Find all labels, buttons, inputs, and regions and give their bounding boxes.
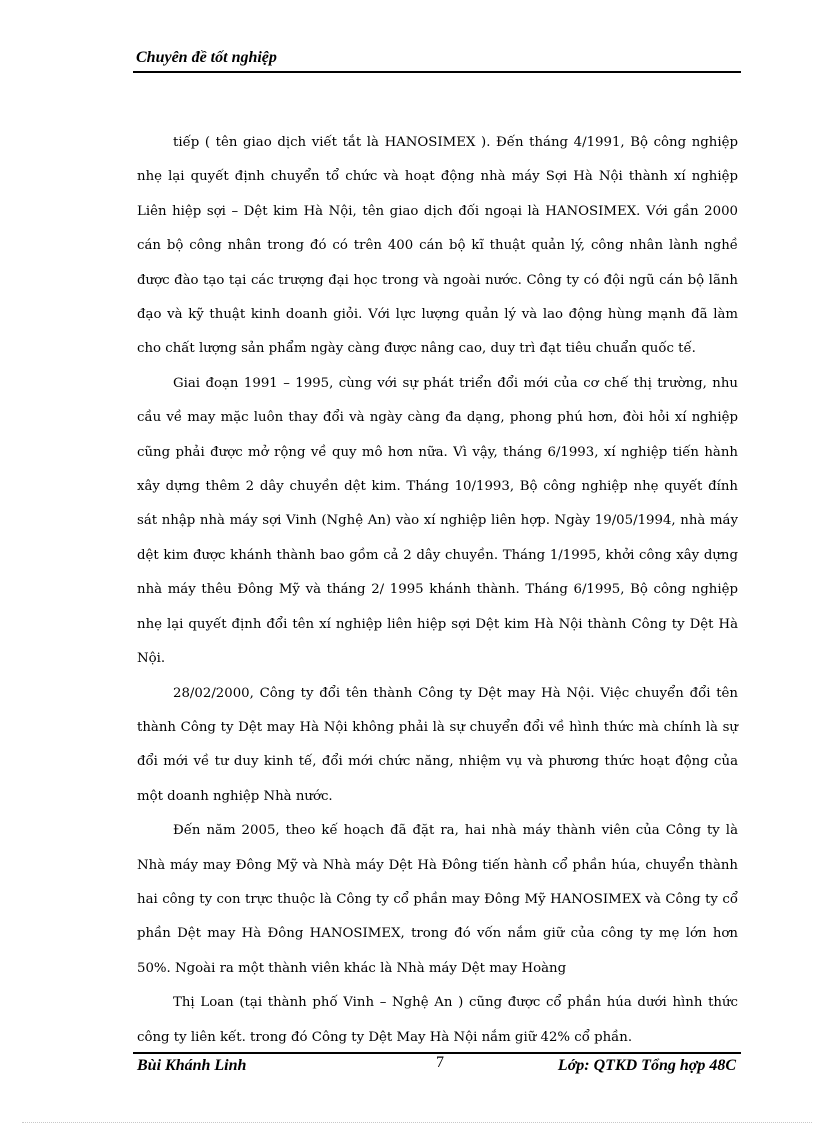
document-header-title: Chuyên đề tốt nghiệp	[136, 49, 277, 66]
footer-author: Bùi Khánh Linh	[137, 1057, 247, 1074]
paragraph: Giai đoạn 1991 – 1995, cùng với sự phát triển đổi mới của cơ chế thị trường, nhu cầu về may mặc luôn thay đổi và ngày càng đa dạng, phong phú hơn, đòi hỏi xí nghiệp cũng phải được mở rộng về quy mô hơn nữa. Vì vậy, tháng 6/1993, xí nghiệp tiến hành xây dựng thêm 2 dây chuyền dệt kim. Tháng 10/1993, Bộ công nghiệp nhẹ quyết đính sát nhập nhà máy sợi Vinh (Nghệ An) vào xí nghiệp liên hợp. Ngày 19/05/1994, nhà máy dệt kim được khánh thành bao gồm cả 2 dây chuyền. Tháng 1/1995, khởi công xây dựng nhà máy thêu Đông Mỹ và tháng 2/ 1995 khánh thành. Tháng 6/1995, Bộ công nghiệp nhẹ lại quyết định đổi tên xí nghiệp liên hiệp sợi Dệt kim Hà Nội thành Công ty Dệt Hà Nội.	[137, 375, 738, 667]
page-number: 7	[436, 1054, 444, 1071]
paragraph: tiếp ( tên giao dịch viết tắt là HANOSIMEX ). Đến tháng 4/1991, Bộ công nghiệp nhẹ lại quyết định chuyển tổ chức và hoạt động nhà máy Sợi Hà Nội thành xí nghiệp Liên hiệp sợi – Dệt kim Hà Nội, tên giao dịch đối ngoại là HANOSIMEX. Với gần 2000 cán bộ công nhân trong đó có trên 400 cán bộ kĩ thuật quản lý, công nhân lành nghề được đào tạo tại các trượng đại học trong và ngoài nước. Công ty có đội ngũ cán bộ lãnh đạo và kỹ thuật kinh doanh giỏi. Với lực lượng quản lý và lao động hùng mạnh đã làm cho chất lượng sản phẩm ngày càng được nâng cao, duy trì đạt tiêu chuẩn quốc tế.	[137, 135, 738, 357]
paragraph: Thị Loan (tại thành phố Vinh – Nghệ An ) cũng được cổ phần húa dưới hình thức công ty liên kết. trong đó Công ty Dệt May Hà Nội nắm giữ 42% cổ phần.	[137, 995, 738, 1045]
paragraph: 28/02/2000, Công ty đổi tên thành Công ty Dệt may Hà Nội. Việc chuyển đổi tên thành Công ty Dệt may Hà Nội không phải là sự chuyển đổi về hình thức mà chính là sự đổi mới về tư duy kinh tế, đổi mới chức năng, nhiệm vụ và phương thức hoạt động của một doanh nghiệp Nhà nước.	[137, 685, 738, 804]
header-rule	[133, 71, 741, 73]
footer-class-label: Lớp: QTKD Tổng hợp 48C	[557, 1057, 736, 1074]
paragraph: Đến năm 2005, theo kế hoạch đã đặt ra, hai nhà máy thành viên của Công ty là Nhà máy may Đông Mỹ và Nhà máy Dệt Hà Đông tiến hành cổ phần húa, chuyển thành hai công ty con trực thuộc là Công ty cổ phần may Đông Mỹ HANOSIMEX và Công ty cổ phần Dệt may Hà Đông HANOSIMEX, trong đó vốn nắm giữ của công ty mẹ lớn hơn 50%. Ngoài ra một thành viên khác là Nhà máy Dệt may Hoàng	[137, 823, 738, 976]
document-body	[137, 126, 738, 1055]
